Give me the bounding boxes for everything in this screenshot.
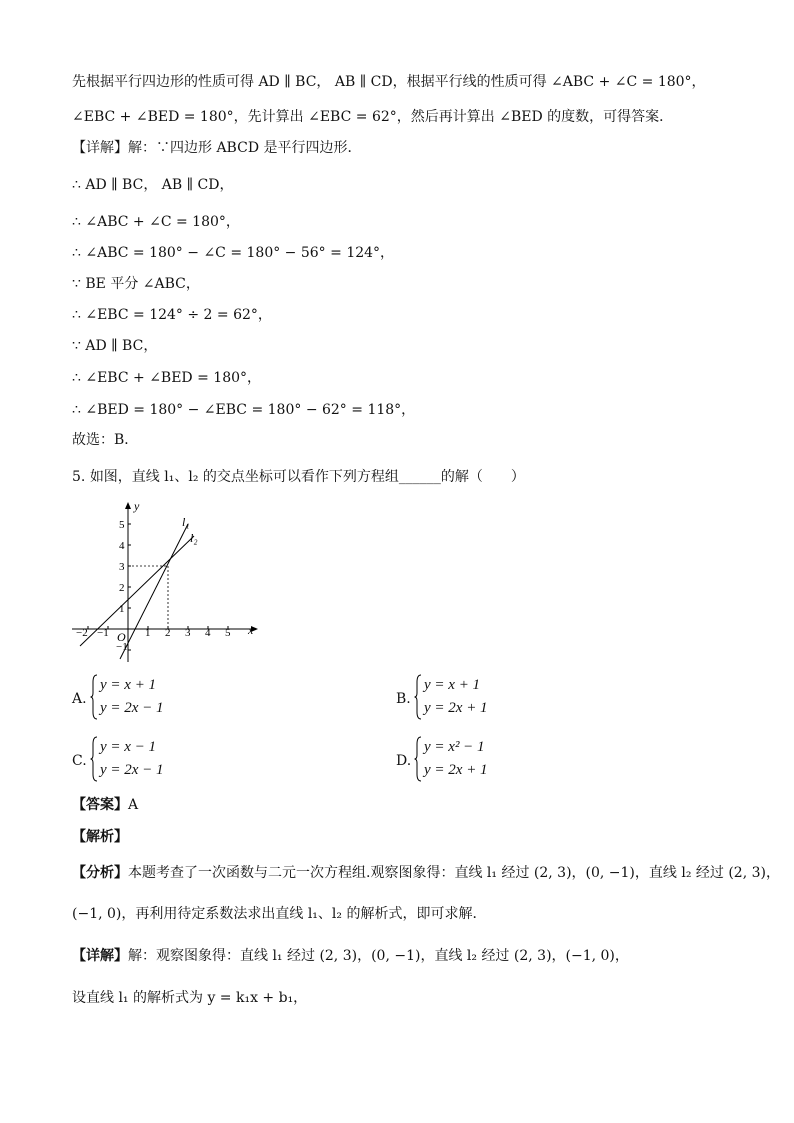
y-tick-label: 4 — [119, 540, 125, 552]
x-tick-label: 1 — [145, 627, 151, 639]
detail-label: 【详解】 — [72, 948, 128, 964]
answer-label: 【答案】 — [72, 797, 128, 813]
analysis-fenxi-line-1 — [72, 863, 780, 883]
brace-icon — [90, 736, 98, 782]
x-tick-label: −2 — [76, 627, 88, 639]
question-number: 5. — [72, 469, 86, 485]
x-tick-label: 4 — [205, 627, 211, 639]
option-d-letter: D. — [396, 753, 412, 769]
option-c-eq1: y = x − 1 — [100, 739, 157, 755]
analysis-heading: 【解析】 — [72, 829, 128, 845]
solution-line-5: ∴ ∠ABC + ∠C = 180°， — [72, 214, 240, 230]
question-5-stem — [72, 467, 525, 487]
solution-line-8: ∴ ∠EBC = 124° ÷ 2 = 62°， — [72, 307, 272, 323]
x-axis-label: x — [248, 623, 254, 637]
option-a-letter: A. — [72, 691, 87, 707]
solution-line-2: ∠EBC + ∠BED = 180°，先计算出 ∠EBC = 62°，然后再计算出 ∠BED 的度数，可得答案． — [72, 109, 674, 125]
y-tick-label: 2 — [119, 582, 125, 594]
option-b-eq1: y = x + 1 — [424, 677, 481, 693]
y-tick-label: −1 — [116, 641, 128, 653]
solution-line-9: ∵ AD ∥ BC， — [72, 338, 158, 354]
solution-line-12: 故选：B． — [72, 432, 139, 448]
analysis-fenxi-line-2: (−1, 0)，再利用待定系数法求出直线 l₁、l₂ 的解析式，即可求解． — [72, 906, 487, 922]
fenxi-text: 本题考查了一次函数与二元一次方程组.观察图象得：直线 l₁ 经过 (2, 3)，(0, −1)，直线 l₂ 经过 (2, 3)， — [128, 865, 780, 881]
solution-line-3: 【详解】解：∵四边形 ABCD 是平行四边形． — [72, 140, 362, 156]
y-axis-label: y — [134, 499, 140, 513]
y-tick-label: 3 — [119, 561, 125, 573]
answer-value: A — [128, 797, 139, 813]
brace-icon — [90, 674, 98, 720]
solution-line-10: ∴ ∠EBC + ∠BED = 180°， — [72, 370, 262, 386]
option-d-eq2: y = 2x + 1 — [424, 762, 488, 778]
solution-line-6: ∴ ∠ABC = 180° − ∠C = 180° − 56° = 124°， — [72, 245, 395, 261]
y-axis-arrow — [125, 502, 131, 509]
question-text: 如图，直线 l₁、l₂ 的交点坐标可以看作下列方程组______的解（ ） — [89, 469, 525, 485]
x-tick-label: 2 — [165, 627, 171, 639]
solution-line-11: ∴ ∠BED = 180° − ∠EBC = 180° − 62° = 118°， — [72, 402, 416, 418]
y-tick-label: 5 — [119, 519, 125, 531]
solution-line-4: ∴ AD ∥ BC， AB ∥ CD， — [72, 177, 234, 193]
answer-line — [72, 795, 138, 815]
y-tick-label: 1 — [119, 603, 125, 615]
line-l1 — [120, 524, 188, 659]
x-tick-label: −1 — [97, 627, 109, 639]
option-b-letter: B. — [396, 691, 411, 707]
brace-icon — [414, 674, 422, 720]
line-l1-label: l₁ — [182, 515, 190, 529]
x-tick-label: 5 — [225, 627, 231, 639]
line-l2-label: l₂ — [190, 531, 198, 545]
origin-label: O — [117, 630, 126, 644]
option-d-eq1: y = x² − 1 — [424, 739, 485, 755]
option-a-eq1: y = x + 1 — [100, 677, 157, 693]
detail-text: 解：观察图象得：直线 l₁ 经过 (2, 3)，(0, −1)，直线 l₂ 经过 (2, 3)，(−1, 0)， — [128, 948, 629, 964]
brace-icon — [414, 736, 422, 782]
option-c-eq2: y = 2x − 1 — [100, 762, 164, 778]
x-tick-label: 3 — [185, 627, 191, 639]
option-a-eq2: y = 2x − 1 — [100, 700, 164, 716]
option-c-letter: C. — [72, 753, 87, 769]
coordinate-graph — [68, 498, 268, 668]
solution-line-1: 先根据平行四边形的性质可得 AD ∥ BC， AB ∥ CD，根据平行线的性质可得 ∠ABC + ∠C = 180°， — [72, 74, 706, 90]
solution-line-7: ∵ BE 平分 ∠ABC， — [72, 276, 200, 292]
analysis-detail-line-1 — [72, 946, 629, 966]
analysis-detail-line-2: 设直线 l₁ 的解析式为 y = k₁x + b₁， — [72, 990, 308, 1006]
fenxi-label: 【分析】 — [72, 865, 128, 881]
option-b-eq2: y = 2x + 1 — [424, 700, 488, 716]
